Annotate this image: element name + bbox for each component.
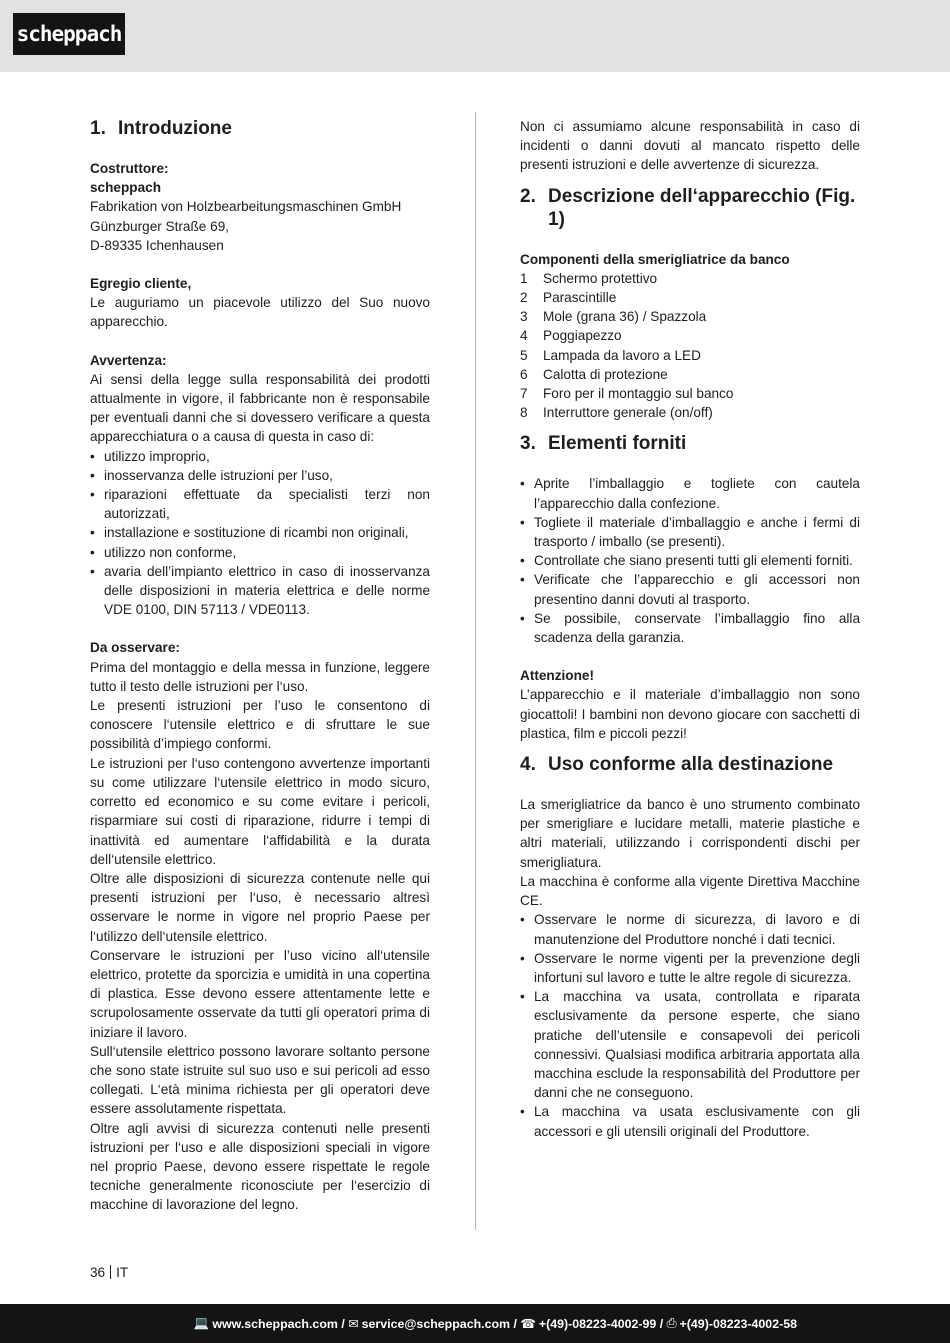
attention-label: Attenzione! xyxy=(520,668,595,684)
section-heading-uso xyxy=(520,753,860,776)
list-item: • Aprite l’imballaggio e togliete con cautela l’apparecchio dalla confezione. xyxy=(520,474,860,512)
email-link[interactable]: service@scheppach.com xyxy=(361,1316,511,1331)
section-number: 1. xyxy=(90,118,106,139)
list-item: • Osservare le norme vigenti per la prevenzione degli infortuni sul lavoro e tutte le altre regole di sicurezza. xyxy=(520,949,860,987)
manufacturer-line: Fabrikation von Holzbearbeitungsmaschinen GmbH xyxy=(90,199,402,215)
section-heading-descrizione xyxy=(520,185,860,231)
list-item: • riparazioni effettuate da specialisti terzi non autorizzati, xyxy=(90,485,430,523)
list-item: 8 Interruttore generale (on/off) xyxy=(520,405,713,421)
use-paragraph: La macchina è conforme alla vigente Direttiva Macchine CE. xyxy=(520,873,860,909)
use-paragraph: La smerigliatrice da banco è uno strumento combinato per smerigliare e lucidare metalli, materie plastiche e altri materiali, utilizzando i corrispondenti dischi per smerigliatura. xyxy=(520,797,860,870)
section-heading-introduzione xyxy=(90,117,430,140)
section-heading-elementi xyxy=(520,432,860,455)
list-item: • avaria dell’impianto elettrico in caso di inosservanza delle disposizioni in materia elettrica e delle norme VDE 0100, DIN 57113 / VDE0113. xyxy=(90,562,430,620)
manufacturer-line: Günzburger Straße 69, xyxy=(90,218,230,234)
list-item: • La macchina va usata, controllata e riparata esclusivamente da persone esperte, che siano pratiche dell’utensile e consapevoli dei pericoli connessivi. Qualsiasi modifica arbitraria apportata alla macchina esclude la responsabilità del Produttore per danni che ne conseguono. xyxy=(520,987,860,1102)
section-number: 2. xyxy=(520,185,536,207)
observe-paragraph: Prima del montaggio e della messa in funzione, leggere tutto il testo delle istruzioni per l‘uso. xyxy=(90,659,430,694)
liability-text: Non ci assumiamo alcune responsabilità in caso di incidenti o danni dovuti al mancato rispetto delle presenti istruzioni e delle avvertenze di sicurezza. xyxy=(520,119,860,173)
components-label: Componenti della smerigliatrice da banco xyxy=(520,251,790,267)
warning-list xyxy=(90,447,430,620)
list-item: • Se possibile, conservate l’imballaggio fino alla scadenza della garanzia. xyxy=(520,609,860,647)
right-column xyxy=(520,117,860,1141)
observe-paragraph: Oltre agli avvisi di sicurezza contenuti nelle presenti istruzioni per l‘uso e alle disposizioni speciali in vigore nel proprio Paese, devono essere rispettate le regole tecniche generalmente riconosciute per l‘esercizio di macchine di lavorazione del legno. xyxy=(90,1120,430,1213)
list-item: • utilizzo non conforme, xyxy=(90,543,430,562)
warning-label: Avvertenza: xyxy=(90,352,167,368)
computer-icon: 💻 xyxy=(193,1316,210,1330)
manufacturer-line: D-89335 Ichenhausen xyxy=(90,237,224,253)
list-item: • inosservanza delle istruzioni per l’uso, xyxy=(90,466,430,485)
observe-paragraph: Le istruzioni per l‘uso contengono avvertenze importanti su come utilizzare l‘utensile elettrico in modo sicuro, corretto ed economico e su come evitare i pericoli, risparmiare sui costi di riparazione, ridurre i tempi di inattività ed aumentare l‘affidabilità e la durata dell‘utensile elettrico. xyxy=(90,755,430,867)
list-item: • Verificate che l’apparecchio e gli accessori non presentino danni dovuti al trasporto. xyxy=(520,570,860,608)
observe-paragraph: Le presenti istruzioni per l’uso le consentono di conoscere l‘utensile elettrico e di sfruttare le sue possibilità d’impiego conformi. xyxy=(90,698,430,752)
section-title: Elementi forniti xyxy=(548,433,687,455)
list-item: 5 Lampada da lavoro a LED xyxy=(520,347,701,363)
warning-text: Ai sensi della legge sulla responsabilità dei prodotti attualmente in vigore, il fabbricante non è responsabile per eventuali danni che si dovessero verificare a questa apparecchiatura o a causa di questa in caso di: xyxy=(90,371,430,445)
section-number: 4. xyxy=(520,754,536,776)
envelope-icon: ✉ xyxy=(348,1317,359,1331)
list-item: • installazione e sostituzione di ricambi non originali, xyxy=(90,523,430,542)
list-item: • Controllate che siano presenti tutti gli elementi forniti. xyxy=(520,551,860,570)
manufacturer-label: Costruttore: xyxy=(90,161,169,176)
phone-number: +(49)-08223-4002-99 xyxy=(538,1316,657,1331)
supplied-list xyxy=(520,474,860,647)
use-list xyxy=(520,910,860,1140)
fax-number: +(49)-08223-4002-58 xyxy=(679,1316,797,1331)
list-item: 2 Parascintille xyxy=(520,290,617,306)
attention-text: L’apparecchio e il materiale d’imballaggio non sono giocattoli! I bambini non devono giocare con sacchetti di plastica, film e piccoli pezzi! xyxy=(520,687,860,741)
page-header xyxy=(0,0,950,72)
manufacturer-name: scheppach xyxy=(90,180,162,196)
page-language: IT xyxy=(116,1265,129,1280)
observe-paragraph: Conservare le istruzioni per l’uso vicino all‘utensile elettrico, protette da sporcizia e umidità in una copertina di plastica. Esse devono essere attentamente lette e scrupolosamente osservate da tutti gli operatori prima di iniziare il lavoro. xyxy=(90,947,430,1040)
section-title: Descrizione dell‘apparecchio (Fig. 1) xyxy=(548,185,856,230)
page-number xyxy=(90,1265,128,1280)
left-column xyxy=(90,117,430,1215)
page-footer: 💻 www.scheppach.com / ✉ service@scheppach.com / ☎ +(49)-08223-4002-99 / ⎙ +(49)-08223-4002-58 xyxy=(0,1304,950,1343)
observe-label: Da osservare: xyxy=(90,640,180,656)
list-item: • La macchina va usata esclusivamente con gli accessori e gli utensili originali del Produttore. xyxy=(520,1102,860,1140)
list-item: 3 Mole (grana 36) / Spazzola xyxy=(520,309,707,325)
fax-icon: ⎙ xyxy=(666,1316,677,1330)
customer-label: Egregio cliente, xyxy=(90,276,192,292)
section-title: Uso conforme alla destinazione xyxy=(548,754,834,776)
list-item: 7 Foro per il montaggio sul banco xyxy=(520,386,734,402)
website-link[interactable]: www.scheppach.com xyxy=(212,1316,338,1331)
observe-paragraph: Sull‘utensile elettrico possono lavorare soltanto persone che sono state istruite sul suo uso e sui pericoli ad esso collegati. L‘età minima richiesta per gli operatori deve essere assolutamente rispettata. xyxy=(90,1043,430,1117)
page-number-value: 36 xyxy=(90,1265,106,1280)
list-item: 6 Calotta di protezione xyxy=(520,366,668,382)
customer-text: Le auguriamo un piacevole utilizzo del Suo nuovo apparecchio. xyxy=(90,295,430,330)
components-list xyxy=(520,269,860,423)
list-item: 1 Schermo protettivo xyxy=(520,270,658,286)
list-item: • Togliete il materiale d’imballaggio e anche i fermi di trasporto / imballo (se presenti). xyxy=(520,513,860,551)
observe-paragraph: Oltre alle disposizioni di sicurezza contenute nelle qui presenti istruzioni per l‘uso, è necessario altresì osservare le norme in vigore nel proprio Paese per l‘utilizzo dell‘utensile elettrico. xyxy=(90,870,430,944)
telephone-icon: ☎ xyxy=(520,1317,536,1331)
list-item: • utilizzo improprio, xyxy=(90,447,430,466)
section-number: 3. xyxy=(520,433,536,455)
section-title: Introduzione xyxy=(118,118,232,139)
list-item: • Osservare le norme di sicurezza, di lavoro e di manutenzione del Produttore nonché i dati tecnici. xyxy=(520,910,860,948)
brand-logo: scheppach xyxy=(13,13,125,55)
column-divider xyxy=(475,112,476,1230)
list-item: 4 Poggiapezzo xyxy=(520,328,622,344)
page-number-separator xyxy=(110,1265,111,1279)
